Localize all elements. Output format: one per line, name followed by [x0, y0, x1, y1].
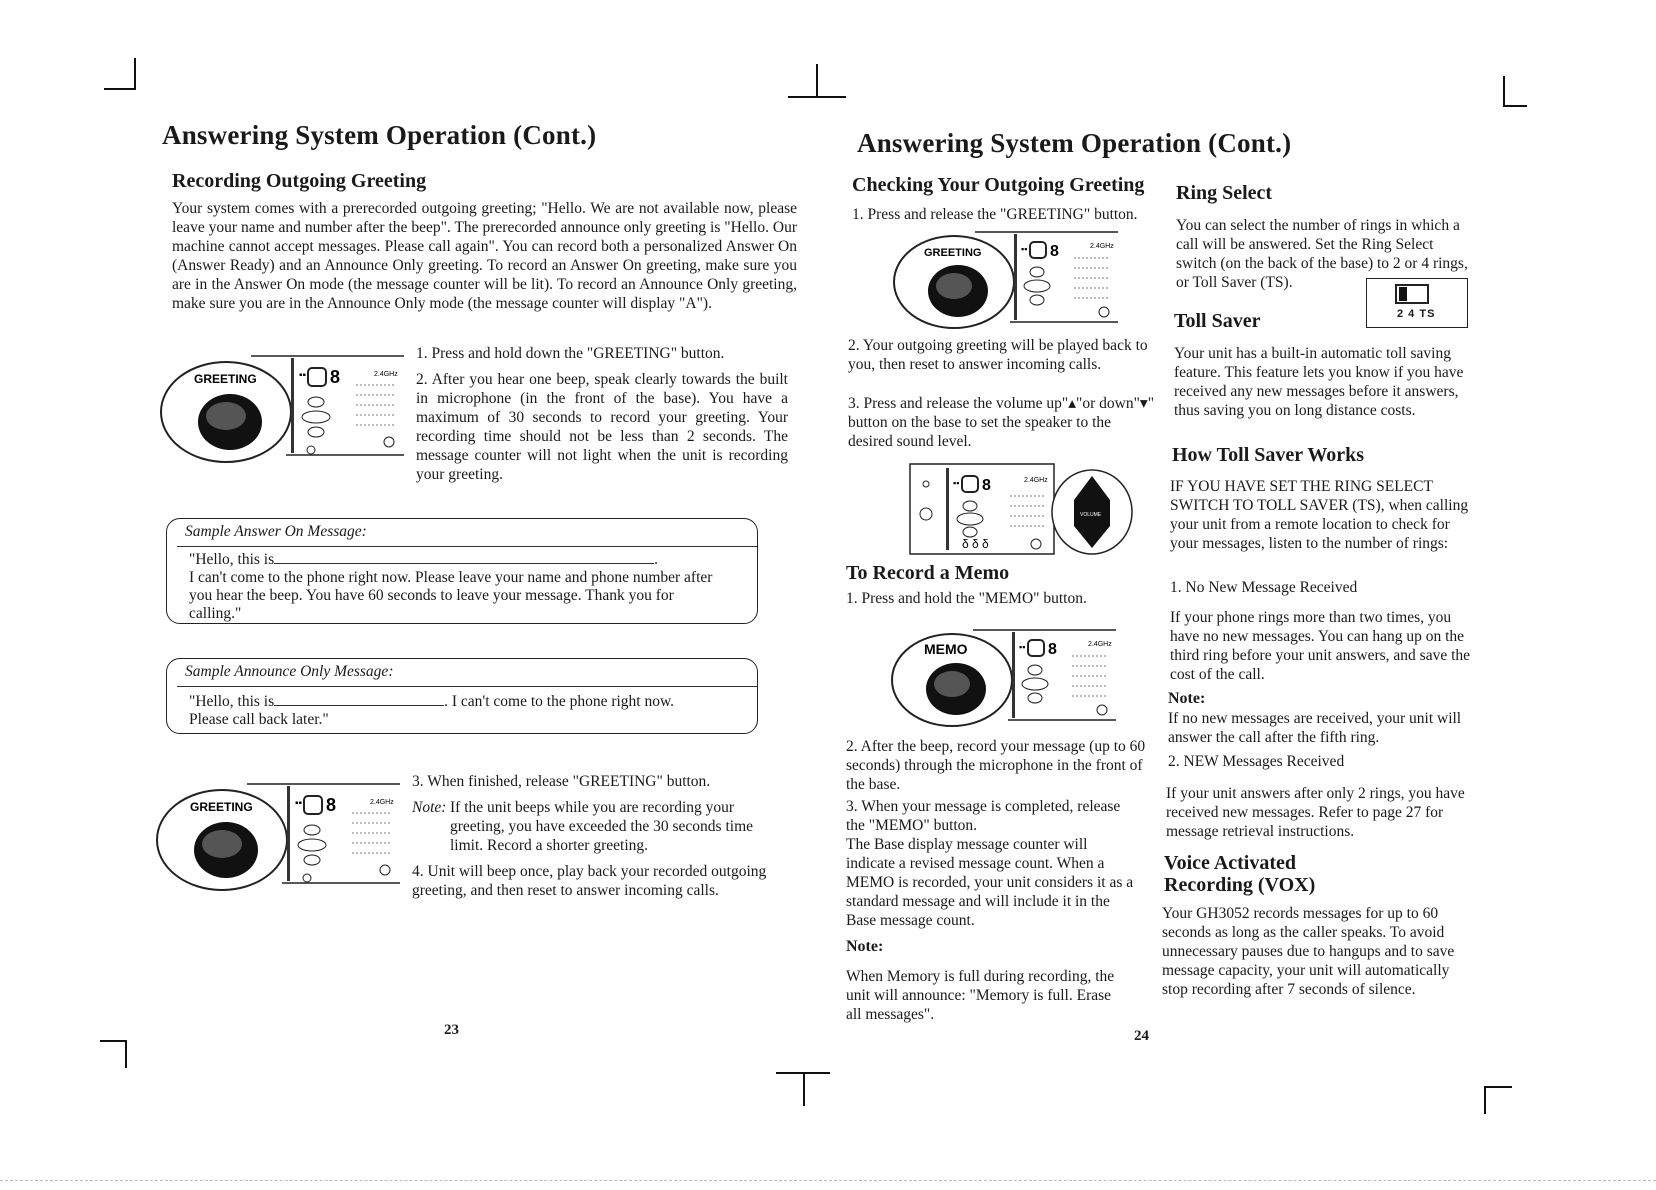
vox-text: Your GH3052 records messages for up to 60 seconds as long as the caller speaks. To avoid unnecessary pauses due to hangups and to save message capacity, your unit will automatically stop recording after 7 seconds of silence.	[1162, 905, 1455, 998]
right-page-title: Answering System Operation (Cont.)	[857, 128, 1292, 158]
divider	[177, 686, 757, 687]
ring-select-heading: Ring Select	[1176, 182, 1273, 204]
check-step-3: 3. Press and release the volume up"▴"or down"▾" button on the base to set the speaker to the desired sound level.	[848, 395, 1155, 450]
name-blank	[274, 549, 654, 564]
sample-answer-on-title: Sample Answer On Message:	[185, 523, 367, 540]
svg-text:MEMO: MEMO	[924, 641, 968, 657]
crop-mark	[803, 1072, 805, 1106]
svg-text:2.4GHz: 2.4GHz	[1024, 477, 1048, 484]
svg-text:2.4GHz: 2.4GHz	[370, 799, 394, 806]
intro-paragraph: Your system comes with a prerecorded outgoing greeting; "Hello. We are not available now, please leave your name and number after the beep". The prerecorded announce only greeting is "Hello. Our machine cannot accept messages. Please call again". You can record both a personalized Answer On (Answer Ready) and an Announce Only greeting. To record an Answer On greeting, make sure you are in the Answer On mode (the message counter will be lit). To record an Announce Only greeting, make sure you are in the Announce Only mode (the message counter will display "A").	[172, 200, 797, 312]
period: .	[654, 551, 658, 568]
svg-text:▪▪: ▪▪	[295, 798, 303, 809]
svg-text:8: 8	[982, 477, 991, 494]
greeting-button-illustration	[890, 226, 1120, 330]
name-blank	[274, 691, 444, 706]
svg-text:δ δ δ: δ δ δ	[962, 537, 989, 551]
sample-line: I can't come to the phone right now. Please leave your name and phone number after you hear the beep. You have 60 seconds to leave your message. Thank you for calling."	[189, 569, 713, 622]
sample-announce-only-box	[166, 658, 758, 734]
crop-mark	[1484, 1086, 1512, 1088]
svg-text:8: 8	[1050, 243, 1059, 260]
step-3: 3. When finished, release "GREETING" button.	[412, 773, 711, 790]
switch-labels: 2 4 TS	[1397, 308, 1436, 320]
memory-note: When Memory is full during recording, the unit will announce: "Memory is full. Erase all messages".	[846, 968, 1115, 1023]
recording-steps-1-2	[416, 344, 788, 491]
svg-text:▪▪: ▪▪	[953, 478, 960, 488]
left-page-title: Answering System Operation (Cont.)	[162, 120, 597, 150]
toll-saver-text: Your unit has a built-in automatic toll saving feature. This feature lets you know if you have received any new messages before it answers, thus saving you on long distance costs.	[1174, 345, 1464, 419]
svg-text:8: 8	[1048, 641, 1057, 658]
step-2: 2. After you hear one beep, speak clearly towards the built in microphone (in the front of the base). You have a maximum of 30 seconds to record your greeting. Your recording time should not be less than 2 seconds. The message counter will not light when the unit is recording your greeting.	[416, 371, 788, 483]
recording-greeting-heading: Recording Outgoing Greeting	[172, 170, 427, 192]
divider	[177, 546, 757, 547]
crop-mark	[100, 1040, 126, 1042]
note-text: If the unit beeps while you are recording your greeting, you have exceeded the 30 seconds time limit. Record a shorter greeting.	[450, 799, 753, 854]
sample-line: Please call back later."	[189, 711, 329, 728]
switch-knob	[1399, 287, 1407, 301]
svg-text:▪▪: ▪▪	[1021, 244, 1028, 254]
greeting-button-illustration	[156, 350, 406, 465]
crop-mark	[134, 58, 136, 89]
sample-announce-only-text	[189, 691, 729, 729]
step-1: 1. Press and hold down the "GREETING" button.	[416, 345, 725, 362]
base-unit-icon	[888, 624, 1118, 728]
ring-select-text: You can select the number of rings in which a call will be answered. Set the Ring Select switch (on the back of the base) to 2 or 4 rings, or Toll Saver (TS).	[1176, 217, 1468, 291]
page-edge-line	[0, 1180, 1656, 1181]
sample-answer-on-box	[166, 518, 758, 624]
how-toll-saver-text: IF YOU HAVE SET THE RING SELECT SWITCH TO TOLL SAVER (TS), when calling your unit from a remote location to check for your messages, listen to the number of rings:	[1170, 478, 1469, 552]
sample-answer-on-text	[189, 549, 719, 623]
toll-note-text: If no new messages are received, your unit will answer the call after the fifth ring.	[1168, 710, 1462, 746]
check-step-2: 2. Your outgoing greeting will be played back to you, then reset to answer incoming calls.	[848, 337, 1148, 373]
page-number-right: 24	[1134, 1028, 1149, 1044]
toll-saver-heading: Toll Saver	[1174, 310, 1261, 332]
svg-text:VOLUME: VOLUME	[1080, 512, 1102, 518]
svg-text:GREETING: GREETING	[190, 800, 253, 814]
ring-select-switch	[1366, 278, 1468, 328]
svg-text:2.4GHz: 2.4GHz	[374, 371, 398, 378]
item-no-new-message-text: If your phone rings more than two times, you have no new messages. You can hang up on the third ring before your unit answers, and save the cost of the call.	[1170, 609, 1471, 683]
base-unit-icon	[906, 462, 1138, 558]
crop-mark	[1503, 76, 1505, 106]
svg-text:8: 8	[326, 795, 337, 815]
check-step-1: 1. Press and release the "GREETING" button.	[852, 206, 1138, 223]
recording-steps-3-4	[412, 772, 784, 907]
memo-step-1: 1. Press and hold the "MEMO" button.	[846, 590, 1087, 607]
sample-announce-only-title: Sample Announce Only Message:	[185, 663, 394, 680]
svg-text:GREETING: GREETING	[194, 372, 257, 386]
note-label: Note:	[412, 799, 447, 816]
svg-text:2.4GHz: 2.4GHz	[1088, 641, 1112, 648]
sample-line: "Hello, this is	[189, 693, 275, 710]
switch-slot	[1395, 284, 1429, 304]
memory-note-label: Note:	[846, 938, 884, 955]
base-unit-icon	[152, 778, 402, 893]
record-memo-heading: To Record a Memo	[846, 562, 1010, 584]
checking-greeting-heading: Checking Your Outgoing Greeting	[852, 174, 1145, 196]
volume-button-illustration	[906, 462, 1138, 558]
item-new-messages-text: If your unit answers after only 2 rings, you have received new messages. Refer to page 27 for message retrieval instructions.	[1166, 785, 1465, 840]
memo-button-illustration	[888, 624, 1118, 728]
how-toll-saver-heading: How Toll Saver Works	[1172, 444, 1365, 466]
greeting-button-illustration	[152, 778, 402, 893]
svg-text:▪▪: ▪▪	[299, 370, 307, 381]
memo-step-2: 2. After the beep, record your message (up to 60 seconds) through the microphone in the front of the base.	[846, 738, 1146, 793]
page-number-left: 23	[444, 1022, 459, 1038]
base-unit-icon	[890, 226, 1120, 330]
crop-mark	[816, 64, 818, 97]
item-new-messages: 2. NEW Messages Received	[1168, 753, 1345, 770]
crop-mark	[1503, 105, 1527, 107]
toll-note-label: Note:	[1168, 690, 1206, 707]
memo-paragraph: The Base display message counter will indicate a revised message count. When a MEMO is recorded, your unit considers it as a standard message and will include it in the Base message count.	[846, 836, 1134, 929]
crop-mark	[1484, 1086, 1486, 1114]
crop-mark	[104, 88, 136, 90]
step-4: 4. Unit will beep once, play back your recorded outgoing greeting, and then reset to answer incoming calls.	[412, 863, 767, 899]
vox-heading: Voice Activated Recording (VOX)	[1164, 852, 1316, 896]
memo-step-3: 3. When your message is completed, release the "MEMO" button.	[846, 798, 1121, 834]
crop-mark	[125, 1040, 127, 1068]
sample-line: "Hello, this is	[189, 551, 275, 568]
note	[412, 798, 784, 855]
svg-text:GREETING: GREETING	[924, 247, 982, 259]
svg-text:▪▪: ▪▪	[1019, 642, 1026, 652]
svg-text:8: 8	[330, 367, 341, 387]
svg-text:2.4GHz: 2.4GHz	[1090, 243, 1114, 250]
base-unit-icon	[156, 350, 406, 465]
item-no-new-message: 1. No New Message Received	[1170, 579, 1358, 596]
sample-line: . I can't come to the phone right now.	[444, 693, 675, 710]
